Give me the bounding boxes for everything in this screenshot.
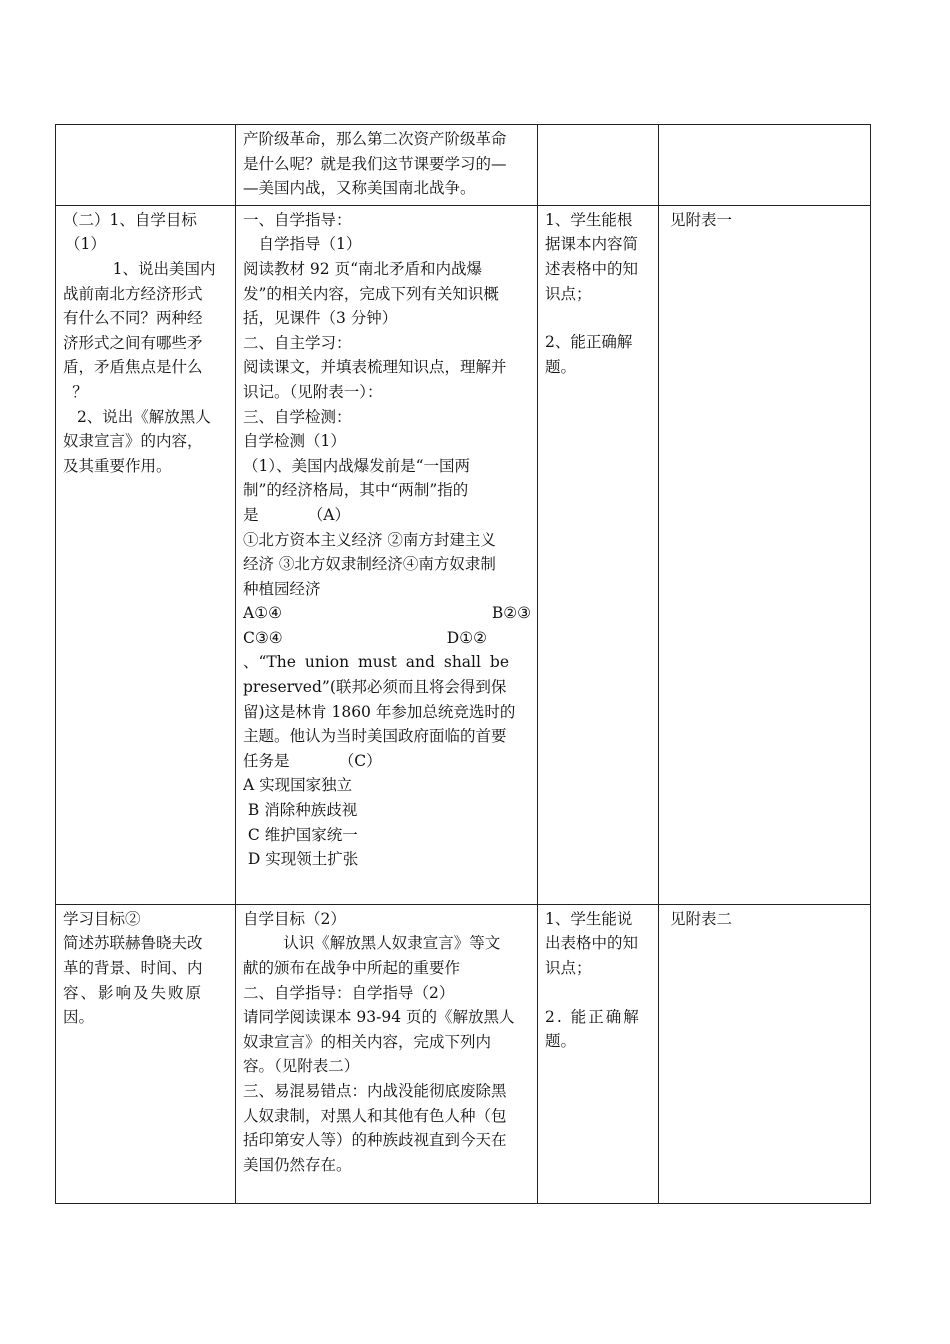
appendix-reference: 见附表一	[670, 210, 733, 229]
text-line: 是什么呢？就是我们这节课要学习的—	[243, 154, 507, 173]
text-line: 据课本内容简	[545, 235, 639, 254]
text-line: 献的颁布在战争中所起的重要作	[243, 958, 461, 977]
text-line: 括印第安人等）的种族歧视直到今天在	[243, 1131, 507, 1150]
text-line: 述表格中的知	[545, 259, 639, 278]
text-line: 种植园经济	[243, 579, 321, 598]
text-line: 认识《解放黑人奴隶宣言》等文	[283, 934, 501, 953]
text-line: A 实现国家独立	[243, 776, 353, 795]
text-line: 1、学生能说	[545, 909, 633, 928]
table-row	[56, 904, 871, 1203]
lesson-plan-table	[55, 124, 871, 1204]
blank-line	[545, 981, 652, 1005]
text-line: 及其重要作用。	[63, 456, 172, 475]
text-line: 战前南北方经济形式	[63, 284, 203, 303]
text-line: 发”的相关内容，完成下列有关知识概	[243, 284, 499, 303]
text-line: （1）、美国内战爆发前是“一国两	[243, 456, 471, 475]
table-row	[56, 125, 871, 206]
text-line: 识点；	[545, 958, 592, 977]
text-line: 识点；	[545, 284, 592, 303]
text-line: 济形式之间有哪些矛	[63, 333, 203, 352]
outcome-cell	[538, 125, 659, 206]
text-line: 容。（见附表二）	[243, 1057, 360, 1076]
text-line: 容、影响及失败原	[63, 983, 204, 1002]
text-line: 1、学生能根	[545, 210, 633, 229]
text-line: 经济 ③北方奴隶制经济④南方奴隶制	[243, 555, 496, 574]
text-line: 题。	[545, 1032, 577, 1051]
text-line: preserved”(联邦必须而且将会得到保	[243, 678, 507, 697]
text-line: 任务是 （C）	[243, 751, 382, 770]
content-cell	[236, 904, 538, 1203]
option-text: C③④	[243, 628, 283, 647]
text-line: —美国内战，又称美国南北战争。	[243, 179, 476, 198]
text-line: 产阶级革命，那么第二次资产阶级革命	[243, 130, 507, 148]
text-line: 、“The union must and shall be	[243, 653, 509, 672]
appendix-reference: 见附表二	[670, 909, 733, 928]
goal-cell	[56, 904, 236, 1203]
text-line: 奴隶宣言》的相关内容，完成下列内	[243, 1032, 492, 1051]
option-text: D①②	[446, 628, 487, 647]
answer-options	[243, 601, 531, 626]
note-cell	[659, 904, 871, 1203]
note-cell	[659, 205, 871, 904]
text-line: 出表格中的知	[545, 934, 639, 953]
outcome-cell	[538, 904, 659, 1203]
text-line: 自学检测（1）	[243, 432, 346, 451]
note-cell	[659, 125, 871, 206]
text-line: 括，见课件（3 分钟）	[243, 309, 398, 328]
content-cell	[236, 125, 538, 206]
text-line: 有什么不同？两种经	[63, 309, 203, 328]
text-line: 一、自学指导：	[243, 210, 352, 229]
text-line: 因。	[63, 1008, 95, 1027]
text-line: 题。	[545, 357, 577, 376]
text-line: （二）1、自学目标	[63, 210, 197, 229]
goal-cell	[56, 125, 236, 206]
text-line: 二、自主学习：	[243, 333, 352, 352]
text-line: 请同学阅读课本 93-94 页的《解放黑人	[243, 1008, 515, 1027]
text-line: 主题。他认为当时美国政府面临的首要	[243, 727, 507, 746]
text-line: 自学目标（2）	[243, 909, 346, 928]
text-line: 留)这是林肯 1860 年参加总统竞选时的	[243, 702, 516, 721]
text-line: 制”的经济格局，其中“两制”指的	[243, 481, 469, 500]
text-line: ①北方资本主义经济 ②南方封建主义	[243, 530, 496, 549]
table-row	[56, 205, 871, 904]
text-line: （1）	[65, 235, 106, 254]
text-line: D 实现领土扩张	[243, 850, 359, 869]
outcome-cell	[538, 205, 659, 904]
text-line: 阅读教材 92 页“南北矛盾和内战爆	[243, 259, 483, 278]
text-line: 阅读课文，并填表梳理知识点，理解并	[243, 358, 507, 377]
text-line: 二、自学指导：自学指导（2）	[243, 983, 455, 1002]
text-line: 盾，矛盾焦点是什么	[63, 358, 203, 377]
text-line: 是 （A）	[243, 505, 350, 524]
option-text: A①④	[243, 604, 282, 623]
text-line: 1、说出美国内	[112, 259, 216, 278]
blank-line	[545, 306, 652, 330]
goal-cell	[56, 205, 236, 904]
text-line: 美国仍然存在。	[243, 1155, 352, 1174]
text-line: 奴隶宣言》的内容，	[63, 432, 203, 451]
text-line: 学习目标②	[63, 909, 141, 928]
text-line: 三、易混易错点：内战没能彻底废除黑	[243, 1081, 507, 1100]
text-line: C 维护国家统一	[243, 825, 358, 844]
option-text: B②③	[491, 604, 531, 623]
answer-options	[243, 626, 531, 651]
text-line: 简述苏联赫鲁晓夫改	[63, 934, 203, 953]
text-line: 革的背景、时间、内	[63, 958, 203, 977]
text-line: 人奴隶制，对黑人和其他有色人种（包	[243, 1106, 507, 1125]
text-line: 2. 能正确解	[545, 1007, 641, 1026]
content-cell	[236, 205, 538, 904]
text-line: 2、说出《解放黑人	[76, 407, 211, 426]
text-line: 2、能正确解	[545, 333, 633, 352]
text-line: 三、自学检测：	[243, 407, 352, 426]
text-line: B 消除种族歧视	[243, 801, 358, 820]
text-line: 自学指导（1）	[258, 235, 362, 254]
text-line: 识记。（见附表一）：	[243, 382, 383, 401]
text-line: ？	[72, 382, 88, 401]
